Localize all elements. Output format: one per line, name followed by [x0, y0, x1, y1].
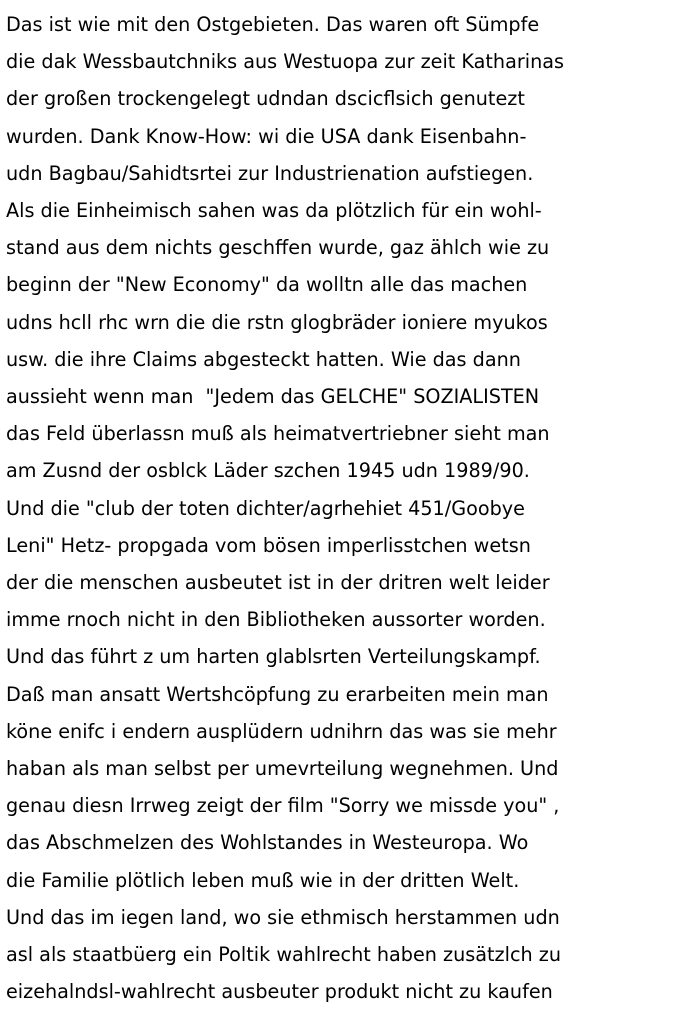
text-line: genau diesn Irrweg zeigt der film "Sorry we missde you" , [6, 794, 560, 818]
text-line: Leni" Hetz- propgada vom bösen imperlisstchen wetsn [6, 533, 531, 557]
text-line: Und die "club der toten dichter/agrhehiet 451/Goobye [6, 496, 525, 520]
text-line: das Feld überlassn muß als heimatvertriebner sieht man [6, 422, 550, 446]
text-line: die dak Wessbautchniks aus Westuopa zur zeit Katharinas [6, 50, 564, 74]
text-line: Das ist wie mit den Ostgebieten. Das waren oft Sümpfe [6, 13, 540, 36]
text-line: Als die Einheimisch sahen was da plötzlich für ein wohl- [6, 199, 542, 223]
text-line: Daß man ansatt Wertshcöpfung zu erarbeiten mein man [6, 682, 549, 706]
text-line: köne enifc i endern ausplüdern udnihrn das was sie mehr [6, 719, 557, 743]
text-line: aussieht wenn man "Jedem das GELCHE" SOZIALISTEN [6, 385, 540, 409]
text-line: die Familie plötlich leben muß wie in der dritten Welt. [6, 868, 520, 892]
text-line: udns hcll rhc wrn die die rstn glogbräder ioniere myukos [6, 310, 548, 334]
text-line: eizehalndsl-wahlrecht ausbeuter produkt nicht zu kaufen [6, 980, 553, 1004]
text-line: der großen trockengelegt udndan dscicflsich genutezt [6, 87, 525, 111]
text-line: wurden. Dank Know-How: wi die USA dank Eisenbahn- [6, 124, 527, 148]
text-line: udn Bagbau/Sahidtsrtei zur Industrienation aufstiegen. [6, 161, 534, 185]
text-line: Und das im iegen land, wo sie ethmisch herstammen udn [6, 905, 560, 929]
text-line: der die menschen ausbeutet ist in der dritren welt leider [6, 571, 550, 595]
text-line: am Zusnd der osblck Läder szchen 1945 udn 1989/90. [6, 459, 530, 483]
text-line: beginn der "New Economy" da wolltn alle das machen [6, 273, 528, 297]
text-line: haban als man selbst per umevrteilung wegnehmen. Und [6, 757, 559, 781]
text-line: Und das führt z um harten glablsrten Verteilungskampf. [6, 645, 541, 669]
text-line: stand aus dem nichts geschffen wurde, gaz ählch wie zu [6, 236, 550, 260]
text-line: asl als staatbüerg ein Poltik wahlrecht haben zusätzlch zu [6, 943, 561, 967]
text-line: imme rnoch nicht in den Bibliotheken aussorter worden. [6, 608, 546, 632]
text-line: usw. die ihre Claims abgesteckt hatten. Wie das dann [6, 347, 521, 371]
text-line: das Abschmelzen des Wohlstandes in Westeuropa. Wo [6, 831, 529, 855]
